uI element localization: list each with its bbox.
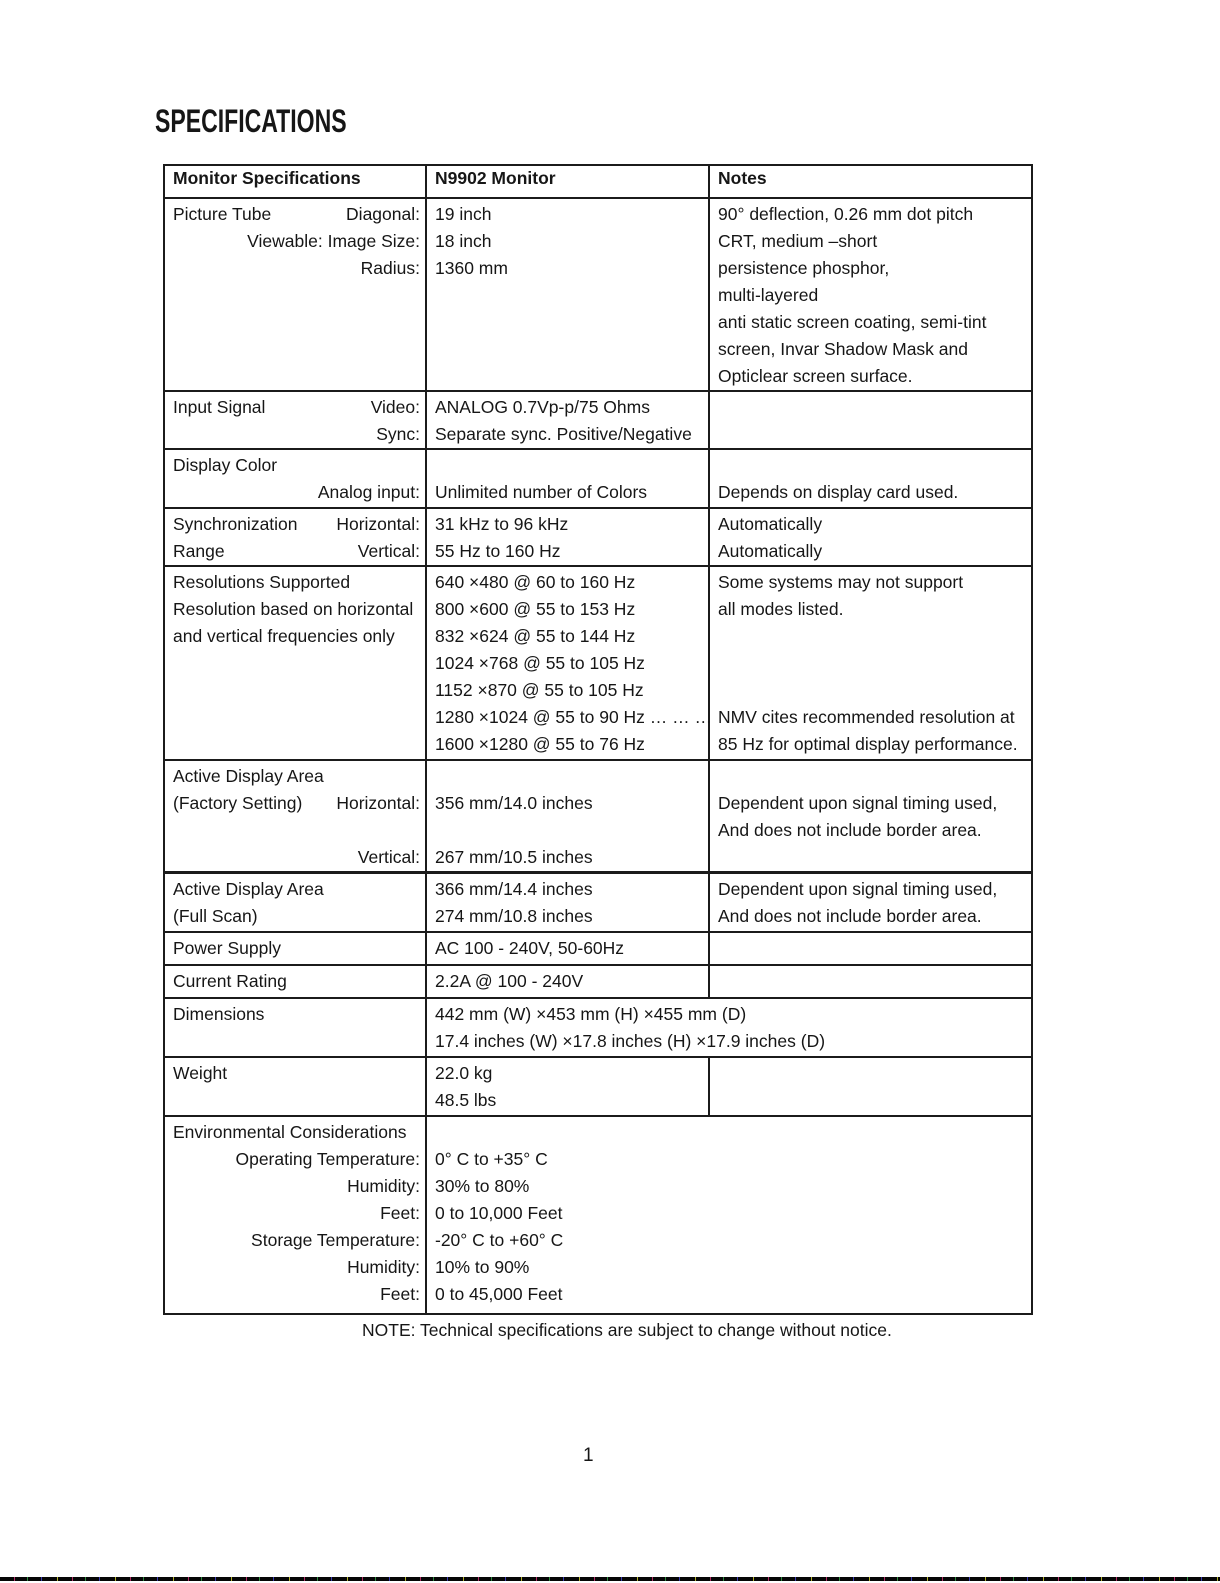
spec-line [173, 1146, 420, 1173]
value-line [435, 763, 703, 790]
label: Active Display Area [173, 766, 324, 786]
spec-line [173, 623, 420, 650]
table-header-row [164, 165, 1032, 198]
cell-weight-label [164, 1057, 426, 1116]
value-line: 832 ×624 @ 55 to 144 Hz [435, 626, 636, 646]
table-row-active-display-area-full-scan [164, 873, 1032, 932]
table-row-input-signal [164, 391, 1032, 449]
spec-line [173, 844, 420, 871]
sub-label: Vertical: [357, 541, 420, 561]
cell-current-rating-label [164, 965, 426, 998]
cell-resolutions-notes [709, 566, 1032, 760]
value-line: -20° C to +60° C [435, 1229, 564, 1250]
label: Environmental Considerations [173, 1121, 407, 1142]
spec-line [173, 228, 420, 255]
note-line: CRT, medium –short [718, 231, 878, 251]
table-row-current-rating [164, 965, 1032, 998]
sub-label: Viewable: Image Size: [247, 231, 420, 251]
spec-line [173, 511, 420, 538]
note-line [718, 677, 1026, 704]
label: Display Color [173, 455, 278, 475]
spec-line [173, 763, 420, 790]
sub-label: Humidity: [347, 1256, 420, 1277]
cell-current-rating-notes [709, 965, 1032, 998]
label: (Factory Setting) [173, 793, 303, 813]
cell-input-signal-notes [709, 391, 1032, 449]
label: Current Rating [173, 970, 287, 991]
header-notes: Notes [709, 165, 1032, 198]
cell-power-supply-label [164, 932, 426, 965]
spec-line [173, 1200, 420, 1227]
sub-label: Humidity: [347, 1175, 420, 1196]
cell-dimensions-value [426, 998, 1032, 1057]
value-line: 10% to 90% [435, 1256, 530, 1277]
cell-weight-value [426, 1057, 709, 1116]
note-line [718, 844, 1026, 871]
spec-line [173, 903, 420, 930]
spec-line [173, 1254, 420, 1281]
label: Resolutions Supported [173, 572, 351, 592]
note-line: Opticlear screen surface. [718, 366, 913, 386]
cell-input-signal-label [164, 391, 426, 449]
value-line: 274 mm/10.8 inches [435, 906, 593, 926]
cell-weight-notes [709, 1057, 1032, 1116]
value-line: 1280 ×1024 @ 55 to 90 Hz … … … [435, 707, 713, 727]
value-line: 1152 ×870 @ 55 to 105 Hz [435, 680, 644, 700]
spec-line [173, 421, 420, 448]
value-line: 0° C to +35° C [435, 1148, 548, 1169]
value-line: 0 to 10,000 Feet [435, 1202, 563, 1223]
sub-label: Radius: [360, 258, 420, 278]
note-line: all modes listed. [718, 599, 844, 619]
sub-label: Video: [370, 397, 420, 417]
label: Resolution based on horizontal [173, 599, 414, 619]
header-monitor-specifications: Monitor Specifications [164, 165, 426, 198]
label: and vertical frequencies only [173, 626, 395, 646]
value-line: 17.4 inches (W) ×17.8 inches (H) ×17.9 inches (D) [435, 1030, 826, 1051]
cell-sync-range-label [164, 508, 426, 566]
value-line: 442 mm (W) ×453 mm (H) ×455 mm (D) [435, 1003, 747, 1024]
spec-line [173, 1001, 420, 1028]
value-line: Unlimited number of Colors [435, 482, 648, 502]
label: Synchronization [173, 514, 298, 534]
page-number: 1 [583, 1445, 594, 1466]
cell-ada-full-scan-label [164, 873, 426, 932]
spec-line [173, 1060, 420, 1087]
value-line: 2.2A @ 100 - 240V [435, 970, 584, 991]
sub-label: Sync: [376, 424, 420, 444]
spec-line [173, 968, 420, 995]
value-line: 1360 mm [435, 258, 508, 278]
note-line [718, 650, 1026, 677]
spec-line [173, 1173, 420, 1200]
spec-line [173, 1119, 420, 1146]
cell-sync-range-value [426, 508, 709, 566]
table-row-picture-tube [164, 198, 1032, 391]
value-line: 18 inch [435, 231, 492, 251]
spec-line [173, 817, 420, 844]
note-line: And does not include border area. [718, 906, 982, 926]
sub-label: Operating Temperature: [235, 1148, 420, 1169]
table-row-weight [164, 1057, 1032, 1116]
cell-resolutions-label [164, 566, 426, 760]
value-line: 366 mm/14.4 inches [435, 879, 593, 899]
note-line: NMV cites recommended resolution at [718, 707, 1015, 727]
label: (Full Scan) [173, 906, 258, 926]
note-line: persistence phosphor, [718, 258, 890, 278]
note-line: And does not include border area. [718, 820, 982, 840]
cell-ada-factory-value [426, 760, 709, 873]
page-title: SPECIFICATIONS [155, 103, 347, 139]
sub-label: Feet: [380, 1283, 420, 1304]
table-row-environmental [164, 1116, 1032, 1314]
cell-picture-tube-label [164, 198, 426, 391]
sub-label: Diagonal: [346, 204, 420, 224]
cell-sync-range-notes [709, 508, 1032, 566]
specifications-table [163, 164, 1033, 1315]
cell-picture-tube-notes [709, 198, 1032, 391]
label: Picture Tube [173, 204, 272, 224]
spec-line [173, 876, 420, 903]
cell-environmental-label [164, 1116, 426, 1314]
value-line: ANALOG 0.7Vp-p/75 Ohms [435, 397, 650, 417]
label: Dimensions [173, 1003, 265, 1024]
cell-dimensions-label [164, 998, 426, 1057]
note-line: Dependent upon signal timing used, [718, 879, 998, 899]
note-line: 85 Hz for optimal display performance. [718, 734, 1018, 754]
note-line: 90° deflection, 0.26 mm dot pitch [718, 204, 974, 224]
spec-line [173, 935, 420, 962]
cell-display-color-label [164, 449, 426, 508]
note-line: Automatically [718, 541, 823, 561]
cell-ada-full-scan-notes [709, 873, 1032, 932]
label: Active Display Area [173, 879, 324, 899]
cell-picture-tube-value [426, 198, 709, 391]
label: Range [173, 541, 225, 561]
note-line: anti static screen coating, semi-tint [718, 312, 987, 332]
table-row-power-supply [164, 932, 1032, 965]
value-line: 48.5 lbs [435, 1089, 497, 1110]
sub-label: Analog input: [317, 482, 420, 502]
label: Input Signal [173, 397, 266, 417]
sub-label: Feet: [380, 1202, 420, 1223]
footnote: NOTE: Technical specifications are subject to change without notice. [362, 1320, 892, 1340]
cell-display-color-notes [709, 449, 1032, 508]
table-row-resolutions [164, 566, 1032, 760]
value-line: 31 kHz to 96 kHz [435, 514, 569, 534]
note-line: screen, Invar Shadow Mask and [718, 339, 968, 359]
value-line: 1600 ×1280 @ 55 to 76 Hz [435, 734, 645, 754]
label: Weight [173, 1062, 228, 1083]
cell-environmental-value [426, 1116, 1032, 1314]
spec-line [173, 596, 420, 623]
value-line: 356 mm/14.0 inches [435, 793, 593, 813]
cell-resolutions-value [426, 566, 713, 760]
spec-line [173, 394, 420, 421]
value-line: 30% to 80% [435, 1175, 530, 1196]
note-line: Some systems may not support [718, 572, 964, 592]
note-line [718, 763, 1026, 790]
table-row-sync-range [164, 508, 1032, 566]
value-line [435, 1119, 1026, 1146]
cell-display-color-value [426, 449, 709, 508]
spec-line [173, 538, 420, 565]
cell-power-supply-value [426, 932, 709, 965]
note-line [718, 623, 1026, 650]
value-line: 1024 ×768 @ 55 to 105 Hz [435, 653, 645, 673]
cell-ada-full-scan-value [426, 873, 709, 932]
spec-line [173, 452, 420, 479]
value-line: AC 100 - 240V, 50-60Hz [435, 937, 625, 958]
sub-label: Storage Temperature: [251, 1229, 420, 1250]
table-row-display-color [164, 449, 1032, 508]
spec-line [173, 1227, 420, 1254]
value-line [435, 452, 703, 479]
spec-line [173, 479, 420, 506]
value-line: 267 mm/10.5 inches [435, 847, 593, 867]
cell-input-signal-value [426, 391, 709, 449]
sub-label: Horizontal: [336, 793, 420, 813]
cell-current-rating-value [426, 965, 709, 998]
cell-ada-factory-label [164, 760, 426, 873]
value-line: 640 ×480 @ 60 to 160 Hz [435, 572, 636, 592]
spec-line [173, 1281, 420, 1308]
spec-line [173, 201, 420, 228]
value-line [435, 817, 703, 844]
value-line: 22.0 kg [435, 1062, 493, 1083]
value-line: 19 inch [435, 204, 492, 224]
scan-artifact-line [0, 1577, 1220, 1581]
cell-power-supply-notes [709, 932, 1032, 965]
value-line: 800 ×600 @ 55 to 153 Hz [435, 599, 636, 619]
header-n9902-monitor: N9902 Monitor [426, 165, 709, 198]
note-line: Automatically [718, 514, 823, 534]
table-row-active-display-area-factory [164, 760, 1032, 873]
cell-ada-factory-notes [709, 760, 1032, 873]
sub-label: Vertical: [357, 847, 420, 867]
spec-line [173, 255, 420, 282]
spec-line [173, 569, 420, 596]
value-line: Separate sync. Positive/Negative [435, 424, 692, 444]
label: Power Supply [173, 937, 281, 958]
note-line: Depends on display card used. [718, 482, 959, 502]
note-line [718, 452, 1026, 479]
sub-label: Horizontal: [336, 514, 420, 534]
note-line: multi-layered [718, 285, 819, 305]
note-line: Dependent upon signal timing used, [718, 793, 998, 813]
spec-line [173, 790, 420, 817]
value-line: 55 Hz to 160 Hz [435, 541, 561, 561]
table-row-dimensions [164, 998, 1032, 1057]
value-line: 0 to 45,000 Feet [435, 1283, 563, 1304]
